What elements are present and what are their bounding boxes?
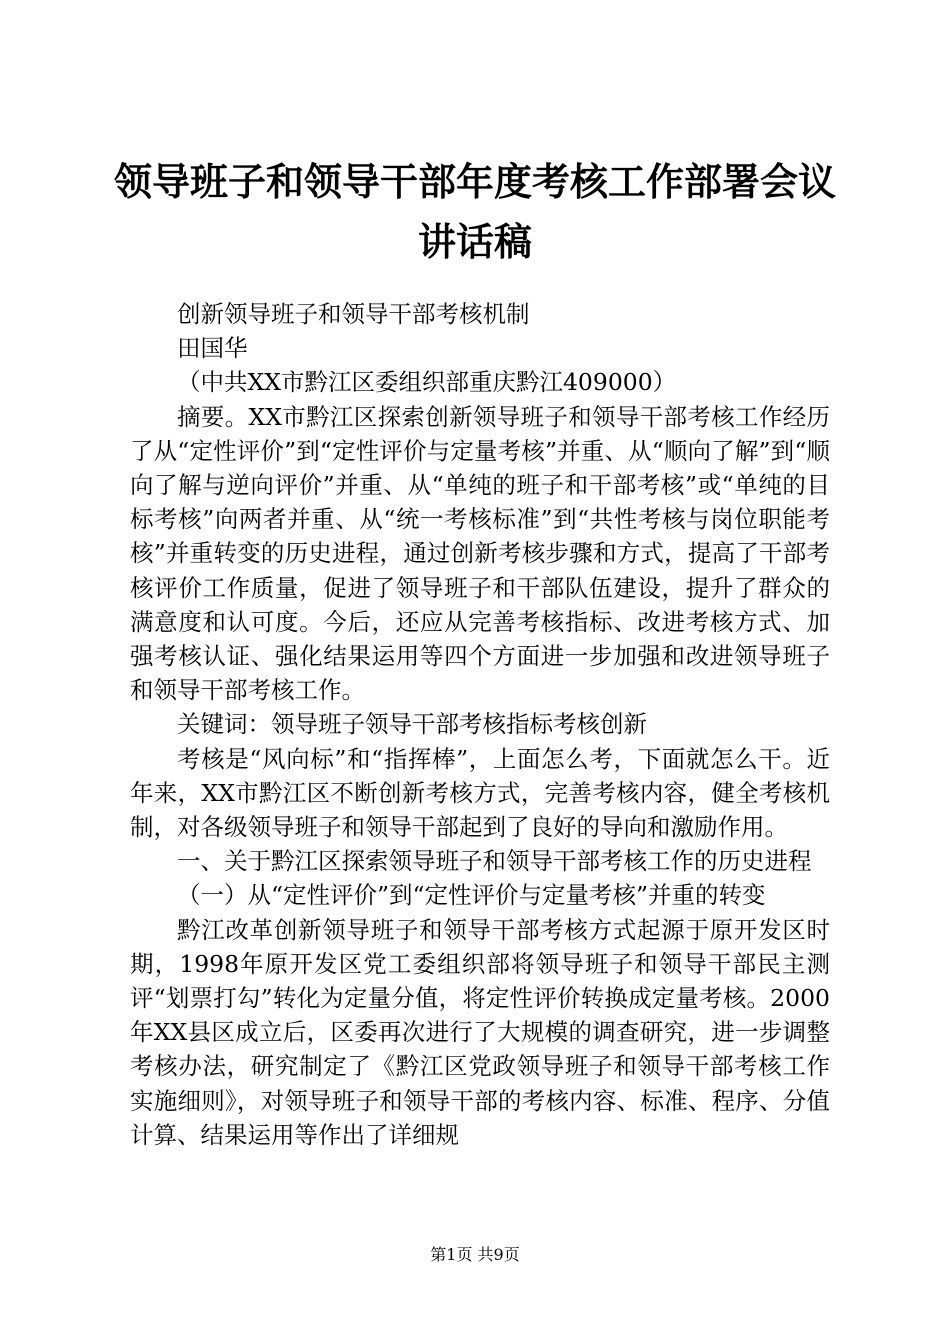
author-affiliation: （中共XX市黔江区委组织部重庆黔江409000） <box>177 368 677 397</box>
abstract-paragraph: 摘要。XX市黔江区探索创新领导班子和领导干部考核工作经历了从“定性评价”到“定性评价与定量考核”并重、从“顺向了解”到“顺向了解与逆向评价”并重、从“单纯的班子和干部考核”或“单纯的目标考核”向两者并重、从“统一考核标准”到“共性考核与岗位职能考核”并重转变的历史进程，通过创新考核步骤和方式，提高了干部考核评价工作质量，促进了领导班子和干部队伍建设，提升了群众的满意度和认可度。今后，还应从完善考核指标、改进考核方式、加强考核认证、强化结果运用等四个方面进一步加强和改进领导班子和领导干部考核工作。 <box>130 402 830 705</box>
intro-paragraph: 考核是“风向标”和“指挥棒”，上面怎么考，下面就怎么干。近年来，XX市黔江区不断创新考核方式，完善考核内容，健全考核机制，对各级领导班子和领导干部起到了良好的导向和激励作用。 <box>130 744 830 842</box>
author: 田国华 <box>177 334 248 363</box>
subtitle: 创新领导班子和领导干部考核机制 <box>177 300 530 328</box>
body-paragraph: 黔江改革创新领导班子和领导干部考核方式起源于原开发区时期，1998年原开发区党工委组织部将领导班子和领导干部民主测评“划票打勾”转化为定量分值，将定性评价转换成定量考核。2000年XX县区成立后，区委再次进行了大规模的调查研究，进一步调整考核办法，研究制定了《黔江区党政领导班子和领导干部考核工作实施细则》，对领导班子和领导干部的考核内容、标准、程序、分值计算、结果运用等作出了详细规 <box>130 915 830 1149</box>
keywords-paragraph: 关键词：领导班子领导干部考核指标考核创新 <box>177 710 647 739</box>
document-body <box>130 297 830 1152</box>
section-heading-1: 一、关于黔江区探索领导班子和领导干部考核工作的历史进程 <box>177 847 812 876</box>
document-title: 领导班子和领导干部年度考核工作部署会议讲话稿 <box>113 159 836 264</box>
page-footer: 第1页 共9页 <box>430 1245 520 1264</box>
subsection-heading-1: （一）从“定性评价”到“定性评价与定量考核”并重的转变 <box>177 881 766 910</box>
